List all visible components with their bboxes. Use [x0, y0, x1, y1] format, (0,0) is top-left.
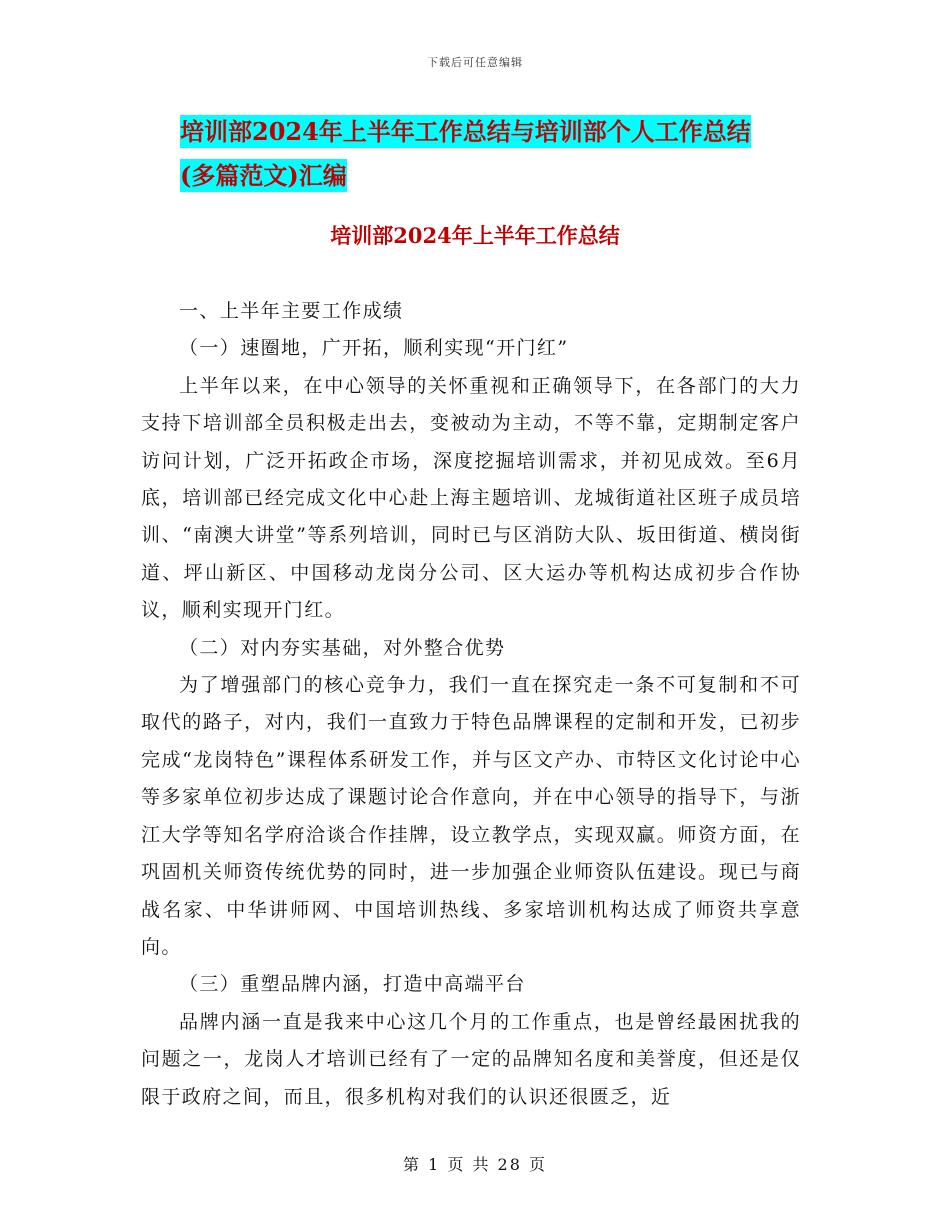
section-title: 培训部2024年上半年工作总结 — [330, 223, 620, 248]
heading-level-2: （三）重塑品牌内涵，打造中高端平台 — [179, 973, 526, 996]
heading-level-2: （一）速圈地，广开拓，顺利实现“开门红” — [179, 337, 569, 360]
body-paragraph: 为了增强部门的核心竞争力，我们一直在探究走一条不可复制和不可取代的路子，对内，我们一直致力于特色品牌课程的定制和开发，已初步完成“龙岗特色”课程体系研发工作，并与区文产办、市特区文化讨论中心等多家单位初步达成了课题讨论合作意向，并在中心领导的指导下，与浙江大学等知名学府洽谈合作挂牌，设立教学点，实现双赢。师资方面，在巩固机关师资传统优势的同时，进一步加强企业师资队伍建设。现已与商战名家、中华讲师网、中国培训热线、多家培训机构达成了师资共享意向。 — [141, 674, 801, 958]
title-line-2-text: (多篇范文)汇编 — [180, 161, 347, 190]
page-header: 下载后可任意编辑 — [427, 56, 523, 69]
heading-level-1: 一、上半年主要工作成绩 — [179, 300, 404, 322]
body-paragraph: 上半年以来，在中心领导的关怀重视和正确领导下，在各部门的大力支持下培训部全员积极走出去，变被动为主动，不等不靠，定期制定客户访问计划，广泛开拓政企市场，深度挖掘培训需求，并初见成效。至6月底，培训部已经完成文化中心赴上海主题培训、龙城街道社区班子成员培训、“南澳大讲堂”等系列培训，同时已与区消防大队、坂田街道、横岗街道、坪山新区、中国移动龙岗分公司、区大运办等机构达成初步合作协议，顺利实现开门红。 — [141, 374, 801, 622]
title-line-1-text: 培训部2024年上半年工作总结与培训部个人工作总结 — [180, 117, 751, 146]
title-line-1 — [180, 110, 820, 154]
document-body — [141, 293, 801, 1116]
heading-level-2: （二）对内夯实基础，对外整合优势 — [179, 636, 506, 659]
body-paragraph: 品牌内涵一直是我来中心这几个月的工作重点，也是曾经最困扰我的问题之一，龙岗人才培训已经有了一定的品牌知名度和美誉度，但还是仅限于政府之间，而且，很多机构对我们的认识还很匮乏，近 — [141, 1010, 801, 1108]
title-line-2 — [180, 154, 820, 198]
page-footer: 第 1 页 共 28 页 — [403, 1155, 547, 1174]
document-title — [180, 110, 820, 198]
